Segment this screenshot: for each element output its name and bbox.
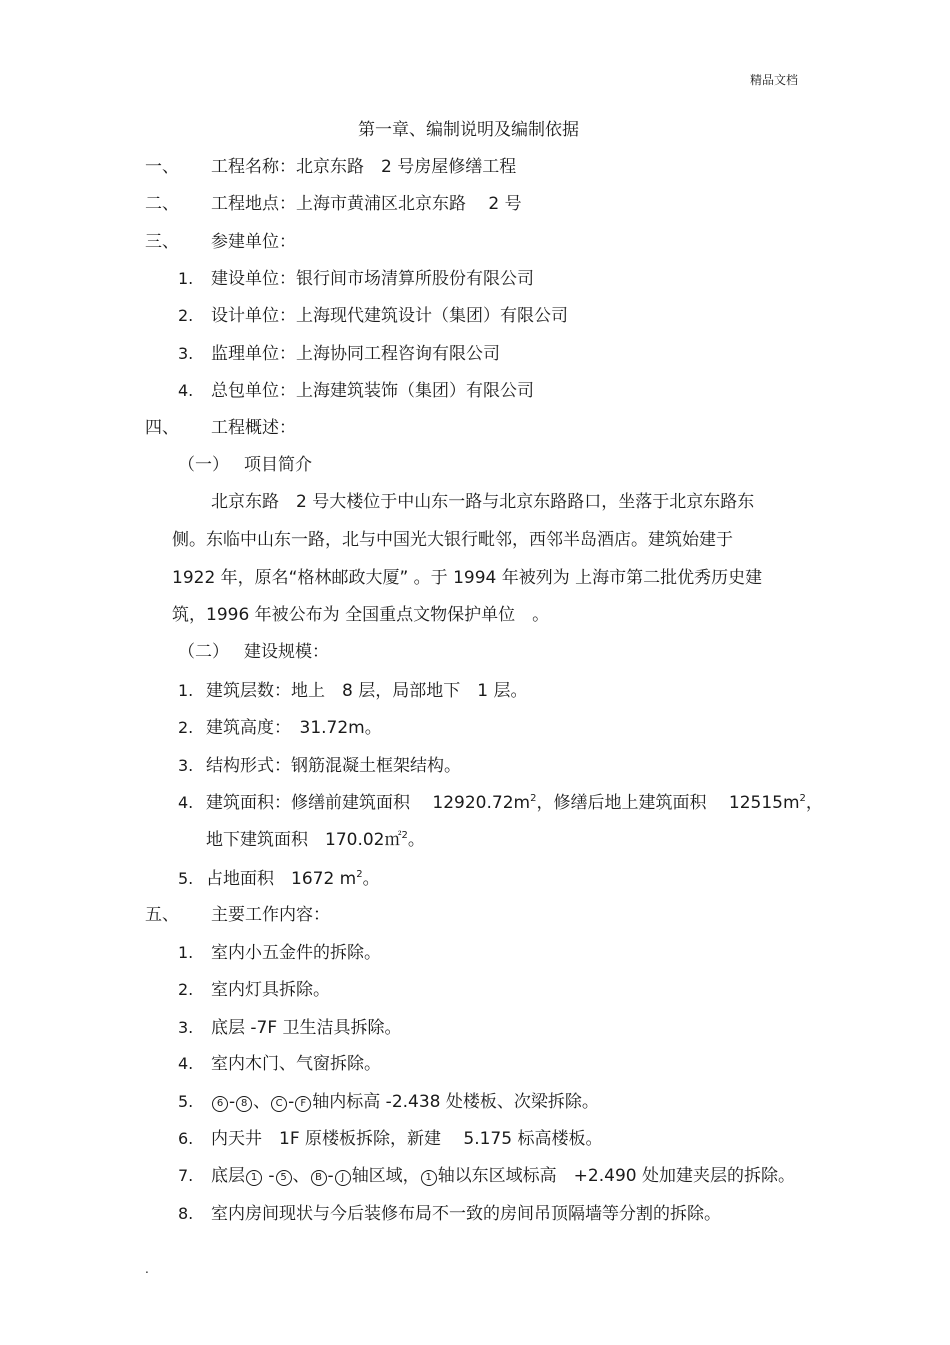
axis-separator: - — [288, 1092, 295, 1112]
axis-separator: - — [263, 1166, 275, 1186]
list-number: 2. — [178, 980, 194, 999]
axis-prefix: 底层 — [211, 1166, 245, 1186]
axis-marker: 6 — [212, 1096, 228, 1112]
axis-marker: B — [311, 1170, 327, 1186]
superscript: 2 — [401, 830, 408, 841]
axis-separator: - — [229, 1092, 236, 1112]
paragraph-line: 侧。东临中山东一路，北与中国光大银行毗邻，西邻半岛酒店。建筑始建于 — [172, 530, 733, 550]
list-item: 室内灯具拆除。 — [211, 980, 330, 1000]
section-heading: 工程概述： — [211, 418, 296, 438]
page-title: 第一章、编制说明及编制依据 — [358, 120, 579, 140]
superscript: 2 — [356, 869, 363, 880]
axis-separator: - — [327, 1166, 334, 1186]
axis-marker: 1 — [246, 1170, 262, 1186]
land-area-text: 占地面积 1672 m — [206, 869, 357, 889]
list-number: 3. — [178, 756, 194, 775]
list-item: 底层 -7F 卫生洁具拆除。 — [211, 1018, 402, 1038]
list-number: 4. — [178, 1054, 194, 1073]
axis-item-text: 轴以东区域标高 +2.490 处加建夹层的拆除。 — [437, 1166, 796, 1186]
axis-marker: 8 — [236, 1096, 252, 1112]
list-item-continuation — [206, 829, 425, 851]
list-number: 8. — [178, 1204, 194, 1223]
list-number: 4. — [178, 381, 194, 400]
list-item: 建设单位：银行间市场清算所股份有限公司 — [211, 269, 534, 289]
list-number: 1. — [178, 943, 194, 962]
section-number: 一、 — [145, 157, 179, 177]
subsection-number: （二） — [178, 642, 229, 662]
superscript: 2 — [799, 793, 806, 804]
axis-marker: 1 — [421, 1170, 437, 1186]
underground-area-text: 地下建筑面积 170.02㎡ — [206, 830, 402, 850]
list-item-land-area — [206, 868, 380, 890]
area-before-text: 建筑面积：修缮前建筑面积 12920.72m — [206, 793, 531, 813]
list-number: 4. — [178, 793, 194, 812]
axis-marker: C — [271, 1096, 287, 1112]
list-item: 内天井 1F 原楼板拆除，新建 5.175 标高楼板。 — [211, 1129, 603, 1149]
axis-marker: 5 — [276, 1170, 292, 1186]
paragraph-line: 1922 年，原名“格林邮政大厦” 。于 1994 年被列为 上海市第二批优秀历史建 — [172, 568, 763, 588]
axis-separator: 、 — [292, 1166, 310, 1186]
axis-marker: F — [295, 1096, 311, 1112]
list-item: 建筑高度： 31.72m。 — [206, 718, 382, 738]
section-heading: 主要工作内容： — [211, 905, 330, 925]
list-item-area — [206, 792, 823, 814]
list-number: 1. — [178, 269, 194, 288]
area-after-text: ，修缮后地上建筑面积 12515m — [536, 793, 800, 813]
subsection-heading: 项目简介 — [244, 455, 312, 475]
list-item: 室内木门、气窗拆除。 — [211, 1054, 381, 1074]
section-heading: 参建单位： — [211, 232, 296, 252]
axis-marker: J — [335, 1170, 351, 1186]
list-item: 设计单位：上海现代建筑设计（集团）有限公司 — [211, 306, 568, 326]
superscript: 2 — [530, 793, 537, 804]
axis-separator: 、 — [253, 1092, 271, 1112]
list-number: 7. — [178, 1166, 194, 1185]
paragraph-line: 北京东路 2 号大楼位于中山东一路与北京东路路口，坐落于北京东路东 — [211, 492, 755, 512]
subsection-heading: 建设规模： — [244, 642, 329, 662]
section-number: 三、 — [145, 232, 179, 252]
list-number: 3. — [178, 344, 194, 363]
section-number: 四、 — [145, 418, 179, 438]
period: 。 — [362, 869, 380, 889]
list-item-axis — [211, 1165, 795, 1187]
list-number: 5. — [178, 869, 194, 888]
list-item: 建筑层数：地上 8 层，局部地下 1 层。 — [206, 681, 528, 701]
list-item: 室内小五金件的拆除。 — [211, 943, 381, 963]
section-number: 二、 — [145, 194, 179, 214]
list-item: 监理单位：上海协同工程咨询有限公司 — [211, 344, 500, 364]
list-number: 3. — [178, 1018, 194, 1037]
paragraph-line: 筑，1996 年被公布为 全国重点文物保护单位 。 — [172, 605, 550, 625]
section-number: 五、 — [145, 905, 179, 925]
list-item-axis — [211, 1091, 599, 1113]
list-item: 结构形式：钢筋混凝土框架结构。 — [206, 756, 461, 776]
list-item: 总包单位：上海建筑装饰（集团）有限公司 — [211, 381, 534, 401]
list-number: 5. — [178, 1092, 194, 1111]
project-name: 工程名称：北京东路 2 号房屋修缮工程 — [211, 157, 517, 177]
list-item: 室内房间现状与今后装修布局不一致的房间吊顶隔墙等分割的拆除。 — [211, 1204, 721, 1224]
header-tag: 精品文档 — [750, 73, 799, 87]
list-number: 2. — [178, 306, 194, 325]
axis-item-text: 轴内标高 -2.438 处楼板、次梁拆除。 — [312, 1092, 599, 1112]
period: 。 — [407, 830, 425, 850]
axis-mid-text: 轴区域， — [351, 1166, 420, 1186]
list-number: 1. — [178, 681, 194, 700]
list-number: 6. — [178, 1129, 194, 1148]
comma: ， — [805, 793, 823, 813]
footer-dot: . — [145, 1262, 149, 1276]
list-number: 2. — [178, 718, 194, 737]
project-location: 工程地点：上海市黄浦区北京东路 2 号 — [211, 194, 522, 214]
subsection-number: （一） — [178, 455, 229, 475]
